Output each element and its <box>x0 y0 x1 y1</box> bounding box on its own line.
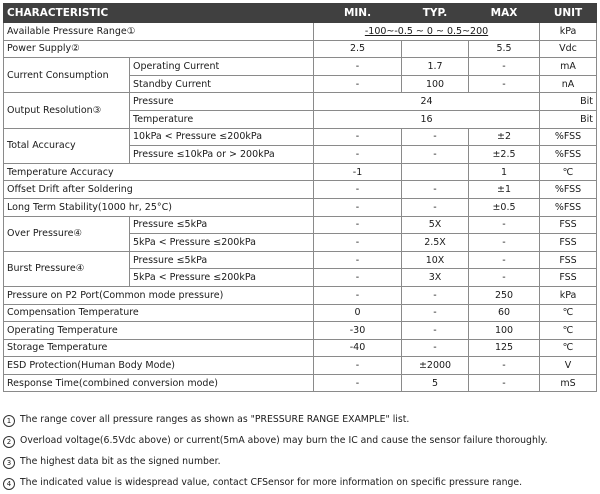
row-label: Power Supply② <box>4 40 314 58</box>
cell-unit: FSS <box>540 234 597 252</box>
footnote-2 <box>3 430 596 451</box>
cell-typ: - <box>402 322 469 340</box>
cell-min: 2.5 <box>314 40 402 58</box>
row-unit: kPa <box>540 23 597 41</box>
cell-unit: mA <box>540 58 597 76</box>
row-label: Long Term Stability(1000 hr, 25°C) <box>4 198 314 216</box>
row-label: ESD Protection(Human Body Mode) <box>4 357 314 375</box>
row-label: Storage Temperature <box>4 339 314 357</box>
cell-max: ±0.5 <box>469 198 540 216</box>
cell-unit: Vdc <box>540 40 597 58</box>
cell-unit: Bit <box>540 110 597 128</box>
table-row <box>4 357 597 375</box>
table-row <box>4 163 597 181</box>
cell-typ: - <box>402 304 469 322</box>
row-label: Response Time(combined conversion mode) <box>4 374 314 392</box>
cell-max: - <box>469 234 540 252</box>
row-sublabel: 5kPa < Pressure ≤200kPa <box>130 269 314 287</box>
cell-unit: mS <box>540 374 597 392</box>
row-label: Total Accuracy <box>4 128 130 163</box>
table-row <box>4 40 597 58</box>
table-header-row <box>4 4 597 23</box>
cell-max: 1 <box>469 163 540 181</box>
cell-typ: ±2000 <box>402 357 469 375</box>
cell-unit: kPa <box>540 286 597 304</box>
table-row <box>4 128 597 146</box>
header-unit: UNIT <box>540 4 597 23</box>
table-row <box>4 286 597 304</box>
cell-unit: %FSS <box>540 198 597 216</box>
cell-unit: FSS <box>540 216 597 234</box>
cell-min: - <box>314 216 402 234</box>
cell-typ: - <box>402 128 469 146</box>
cell-unit: %FSS <box>540 181 597 199</box>
cell-max: - <box>469 251 540 269</box>
cell-max: - <box>469 374 540 392</box>
cell-typ: 3X <box>402 269 469 287</box>
footnote-text: Overload voltage(6.5Vdc above) or current(5mA above) may burn the IC and cause the sensor failure thoroughly. <box>20 435 548 446</box>
cell-min: 0 <box>314 304 402 322</box>
row-label: Pressure on P2 Port(Common mode pressure) <box>4 286 314 304</box>
row-label: Output Resolution③ <box>4 93 130 128</box>
cell-unit: Bit <box>540 93 597 111</box>
table-row <box>4 216 597 234</box>
cell-max: 125 <box>469 339 540 357</box>
footnote-4 <box>3 472 596 493</box>
row-sublabel: Operating Current <box>130 58 314 76</box>
footnote-3 <box>3 451 596 472</box>
cell-max: - <box>469 58 540 76</box>
cell-typ: - <box>402 198 469 216</box>
row-sublabel: Pressure ≤5kPa <box>130 251 314 269</box>
cell-unit: V <box>540 357 597 375</box>
cell-min: - <box>314 357 402 375</box>
header-min: MIN. <box>314 4 402 23</box>
row-label: Compensation Temperature <box>4 304 314 322</box>
cell-typ: 1.7 <box>402 58 469 76</box>
row-label: Temperature Accuracy <box>4 163 314 181</box>
cell-max: 100 <box>469 322 540 340</box>
cell-typ: - <box>402 339 469 357</box>
header-characteristic: CHARACTERISTIC <box>4 4 314 23</box>
table-row <box>4 374 597 392</box>
circled-number-icon: 1 <box>3 415 15 427</box>
cell-typ: 5X <box>402 216 469 234</box>
row-sublabel: Pressure <box>130 93 314 111</box>
table-row <box>4 251 597 269</box>
cell-max: 5.5 <box>469 40 540 58</box>
footnotes <box>3 409 596 493</box>
pressure-range-value: -100~-0.5 ~ 0 ~ 0.5~200 <box>314 23 540 41</box>
cell-min: - <box>314 269 402 287</box>
cell-typ: - <box>402 181 469 199</box>
cell-unit: ℃ <box>540 339 597 357</box>
cell-max: - <box>469 216 540 234</box>
cell-max: - <box>469 75 540 93</box>
cell-typ: - <box>402 146 469 164</box>
cell-min: - <box>314 374 402 392</box>
cell-min: -40 <box>314 339 402 357</box>
cell-min: - <box>314 181 402 199</box>
row-sublabel: 5kPa < Pressure ≤200kPa <box>130 234 314 252</box>
table-row <box>4 58 597 76</box>
cell-min: - <box>314 75 402 93</box>
cell-typ: 10X <box>402 251 469 269</box>
cell-max: ±2.5 <box>469 146 540 164</box>
cell-typ: 100 <box>402 75 469 93</box>
table-row <box>4 304 597 322</box>
cell-typ: 2.5X <box>402 234 469 252</box>
table-row <box>4 23 597 41</box>
cell-value: 16 <box>314 110 540 128</box>
row-sublabel: Standby Current <box>130 75 314 93</box>
table-row <box>4 198 597 216</box>
row-label: Operating Temperature <box>4 322 314 340</box>
cell-value: 24 <box>314 93 540 111</box>
table-row <box>4 339 597 357</box>
cell-min: -30 <box>314 322 402 340</box>
cell-max: 60 <box>469 304 540 322</box>
footnote-text: The highest data bit as the signed number. <box>20 456 221 467</box>
cell-max: ±1 <box>469 181 540 199</box>
header-max: MAX <box>469 4 540 23</box>
cell-min: - <box>314 234 402 252</box>
circled-number-icon: 2 <box>3 436 15 448</box>
footnote-text: The range cover all pressure ranges as shown as "PRESSURE RANGE EXAMPLE" list. <box>20 414 410 425</box>
footnote-text: The indicated value is widespread value, contact CFSensor for more information on specific pressure range. <box>20 477 523 488</box>
cell-unit: FSS <box>540 251 597 269</box>
row-label: Burst Pressure④ <box>4 251 130 286</box>
table-row <box>4 181 597 199</box>
cell-max: 250 <box>469 286 540 304</box>
row-label: Offset Drift after Soldering <box>4 181 314 199</box>
cell-min: - <box>314 128 402 146</box>
cell-max: - <box>469 357 540 375</box>
cell-typ <box>402 40 469 58</box>
table-row <box>4 93 597 111</box>
row-label: Available Pressure Range① <box>4 23 314 41</box>
cell-min: - <box>314 286 402 304</box>
cell-min: - <box>314 251 402 269</box>
cell-typ: - <box>402 286 469 304</box>
cell-typ <box>402 163 469 181</box>
characteristics-table <box>3 3 597 392</box>
row-label: Current Consumption <box>4 58 130 93</box>
cell-max: ±2 <box>469 128 540 146</box>
row-sublabel: Temperature <box>130 110 314 128</box>
circled-number-icon: 3 <box>3 457 15 469</box>
cell-unit: ℃ <box>540 163 597 181</box>
circled-number-icon: 4 <box>3 478 15 490</box>
header-typ: TYP. <box>402 4 469 23</box>
row-sublabel: Pressure ≤10kPa or > 200kPa <box>130 146 314 164</box>
row-sublabel: 10kPa < Pressure ≤200kPa <box>130 128 314 146</box>
row-label: Over Pressure④ <box>4 216 130 251</box>
table-row <box>4 322 597 340</box>
cell-max: - <box>469 269 540 287</box>
cell-typ: 5 <box>402 374 469 392</box>
cell-min: - <box>314 198 402 216</box>
cell-unit: ℃ <box>540 322 597 340</box>
cell-min: -1 <box>314 163 402 181</box>
cell-unit: FSS <box>540 269 597 287</box>
cell-unit: %FSS <box>540 128 597 146</box>
cell-unit: nA <box>540 75 597 93</box>
cell-min: - <box>314 146 402 164</box>
footnote-1 <box>3 409 596 430</box>
cell-unit: ℃ <box>540 304 597 322</box>
row-sublabel: Pressure ≤5kPa <box>130 216 314 234</box>
cell-unit: %FSS <box>540 146 597 164</box>
cell-min: - <box>314 58 402 76</box>
